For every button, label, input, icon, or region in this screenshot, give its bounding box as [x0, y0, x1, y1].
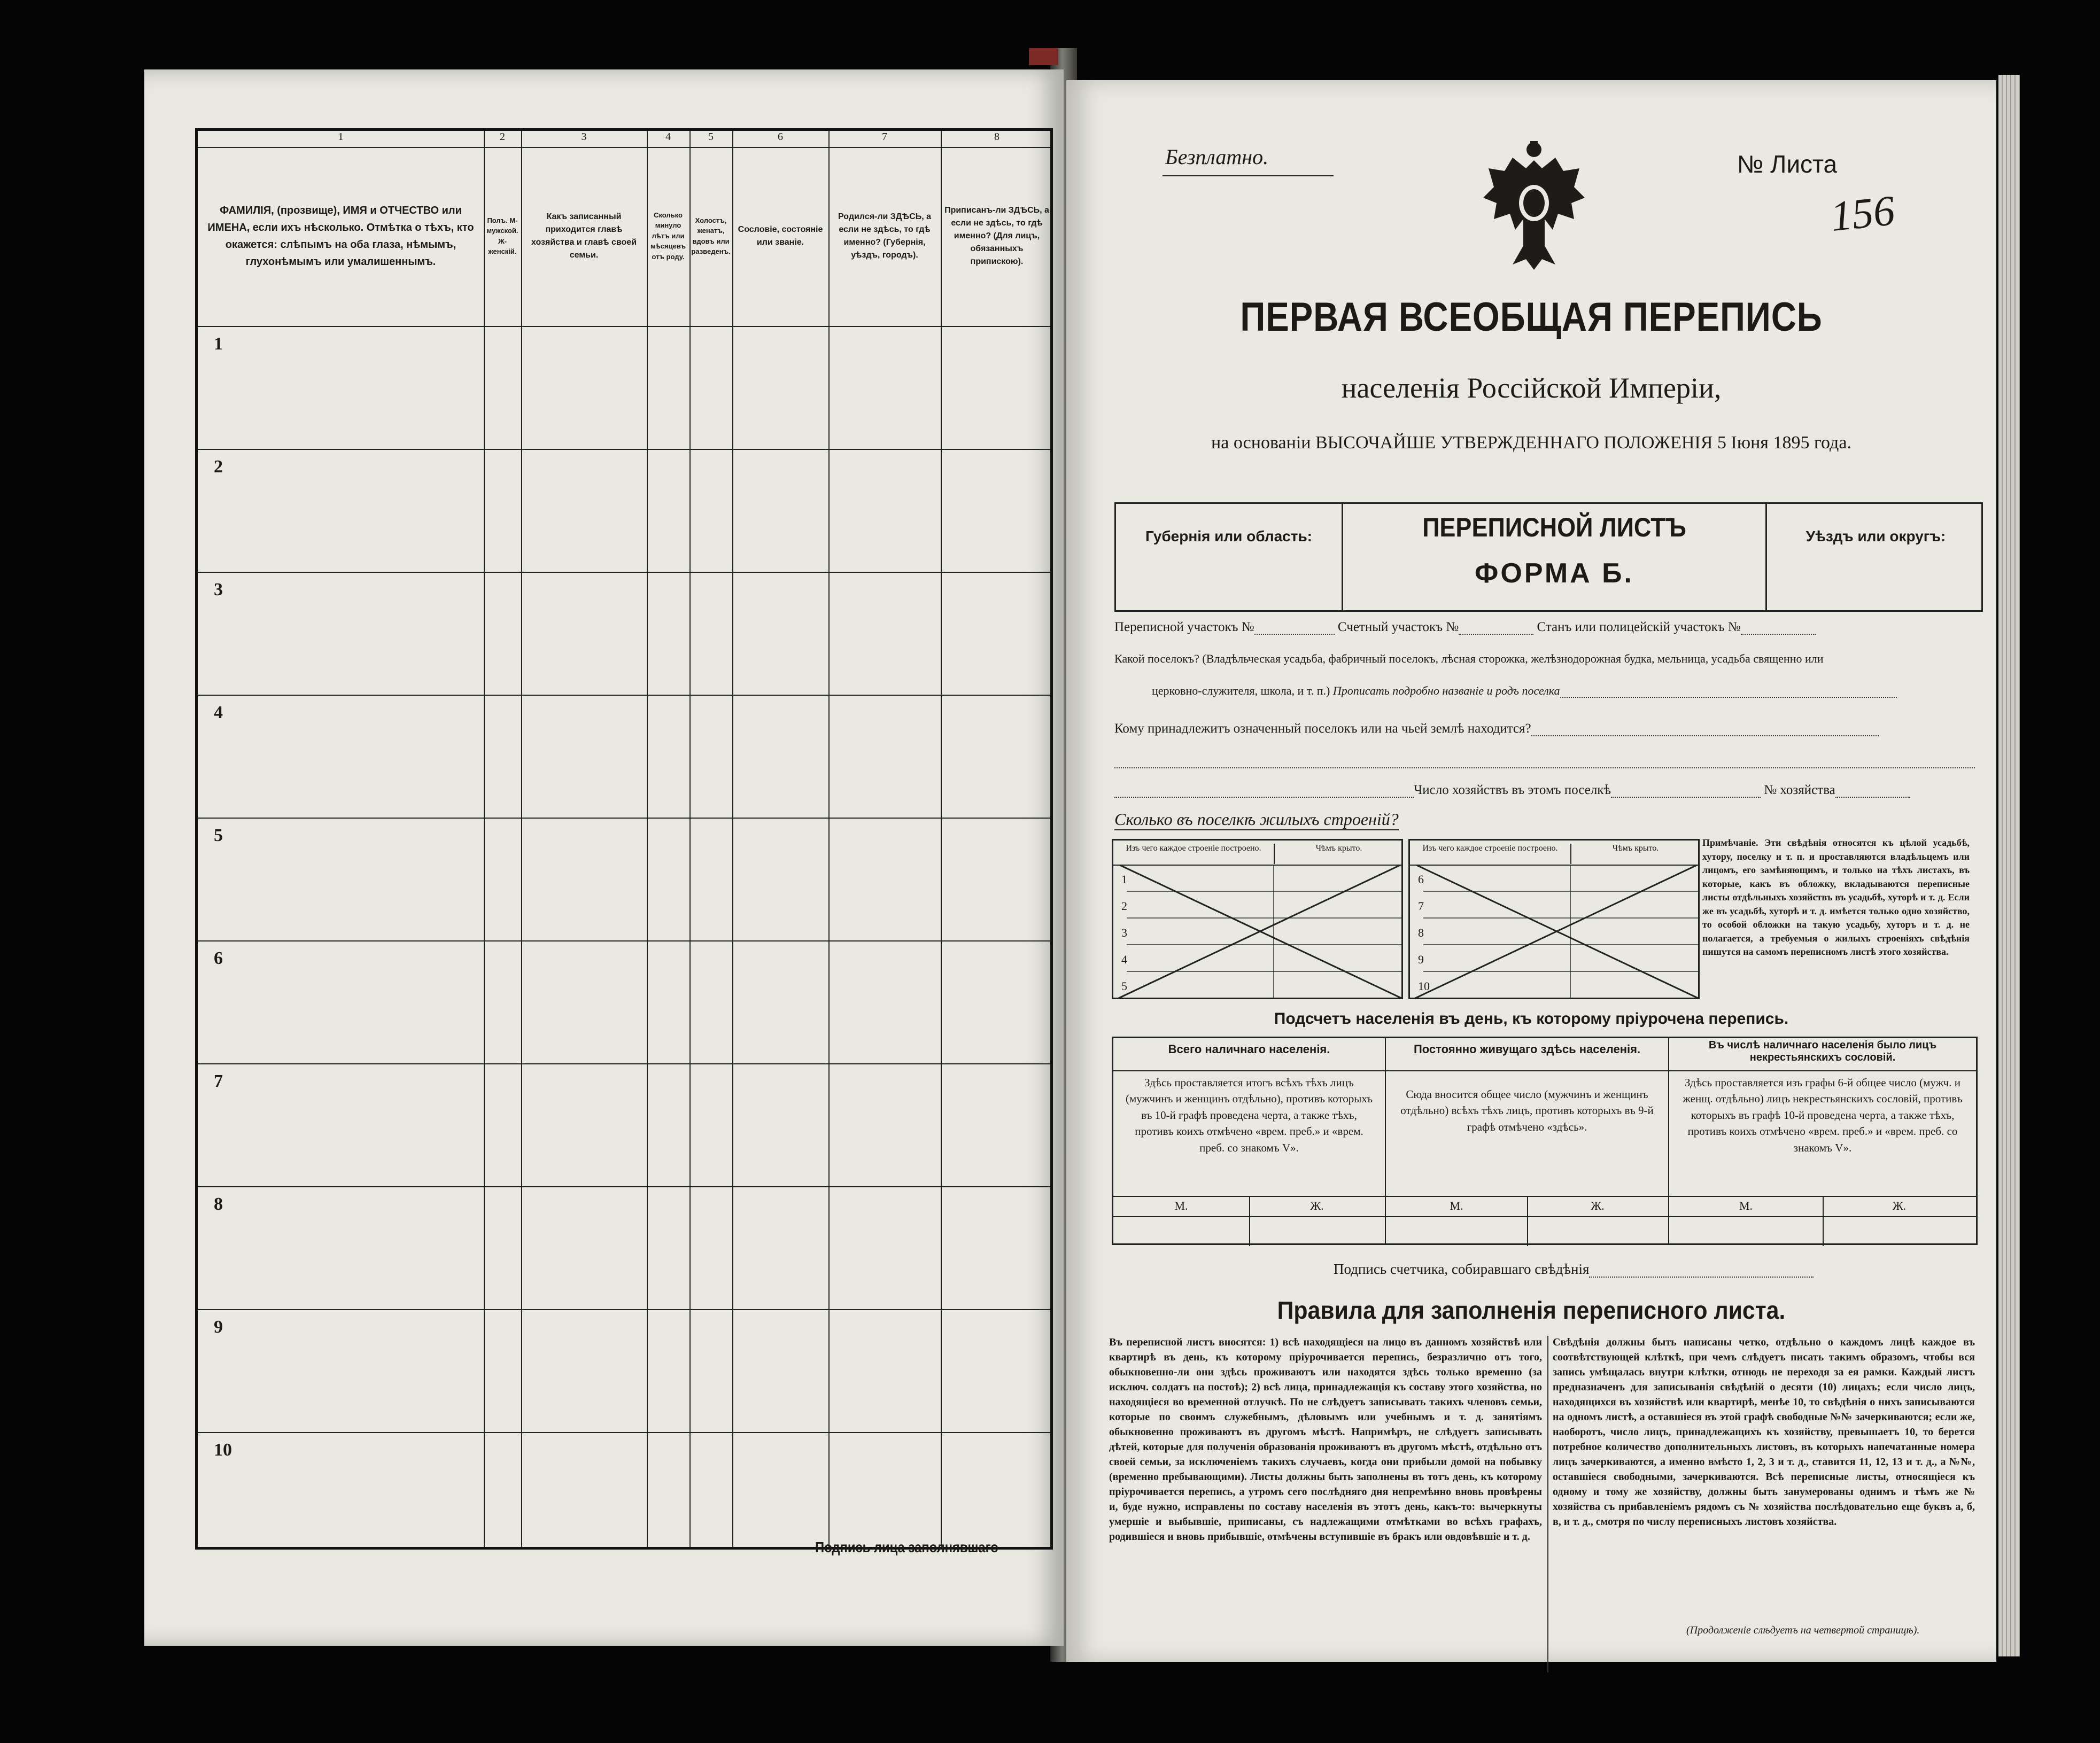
census-district-line[interactable] — [1114, 620, 1816, 635]
header-estate: Сословіе, состояніе или званіе. — [738, 224, 823, 247]
header-name: ФАМИЛІЯ, (прозвище), ИМЯ и ОТЧЕСТВО или ИМЕНА, если ихъ нѣсколько. Отмѣтка о тѣхъ, кто окажется: слѣпымъ на оба глаза, нѣмымъ, глухонѣмымъ или умалишеннымъ. — [207, 204, 474, 268]
male-label: М. — [1174, 1199, 1188, 1212]
form-letter: ФОРМА Б. — [1475, 558, 1634, 589]
row-number: 2 — [214, 457, 223, 477]
count-col-body: Здѣсь проставляется итогъ всѣхъ тѣхъ лицъ (мужчинъ и женщинъ отдѣльно), противъ которыхъ въ 10-й графѣ проведена черта, а также тѣхъ, противъ коихъ отмѣчено «врем. преб.» и «врем. преб. со знакомъ V». — [1126, 1076, 1373, 1154]
count-district-label: Счетный участокъ № — [1337, 620, 1459, 634]
rule — [198, 1063, 1050, 1064]
page-stack-edge — [1998, 75, 2020, 1656]
census-grid — [195, 128, 1053, 1550]
rules-title: Правила для заполненія переписного листа. — [1277, 1296, 1786, 1324]
census-basis: на основаніи ВЫСОЧАЙШЕ УТВЕРЖДЕННАГО ПОЛОЖЕНІЯ 5 Іюня 1895 года. — [1211, 433, 1851, 453]
buildings-crossout — [1410, 865, 1698, 998]
male-label: М. — [1450, 1199, 1463, 1212]
rule — [198, 326, 1050, 327]
stan-label: Станъ или полицейскій участокъ № — [1537, 620, 1741, 634]
settlement-type-line: Какой поселокъ? (Владѣльческая усадьба, фабричный поселокъ, лѣсная сторожка, желѣзнодорожная будка, мельница, усадьба священно или — [1114, 652, 1824, 665]
row-number: 10 — [214, 1440, 232, 1460]
material-header: Изъ чего каждое строеніе построено. — [1126, 844, 1261, 853]
settlement-examples: церковно-служителя, школа, и т. п.) — [1152, 684, 1330, 697]
household-number-label: № хозяйства — [1764, 783, 1835, 797]
row-number: 3 — [214, 580, 223, 600]
count-col-header: Постоянно живущаго здѣсь населенія. — [1386, 1038, 1668, 1071]
male-label: М. — [1739, 1199, 1753, 1212]
building-row-number: 6 — [1418, 873, 1424, 886]
rule — [198, 1186, 1050, 1187]
rule — [647, 131, 648, 1547]
count-col-header: Въ числѣ наличнаго населенія было лицъ некрестьянскихъ сословій. — [1669, 1038, 1976, 1071]
column-number: 5 — [708, 131, 714, 143]
female-label: Ж. — [1591, 1199, 1605, 1212]
rule — [484, 131, 485, 1547]
rule — [198, 147, 1050, 148]
owner-label: Кому принадлежитъ означенный поселокъ или на чьей землѣ находится? — [1114, 721, 1531, 736]
column-number: 2 — [500, 131, 505, 143]
rule — [198, 818, 1050, 819]
spine-ribbon — [1029, 48, 1058, 65]
header-age: Сколько минуло лѣтъ или мѣсяцевъ отъ роду. — [650, 211, 686, 261]
rule — [732, 131, 733, 1547]
sheet-number-handwritten: 156 — [1828, 186, 1897, 241]
buildings-table-left — [1112, 839, 1403, 999]
census-district-label: Переписной участокъ № — [1114, 620, 1254, 634]
building-row-number: 3 — [1121, 926, 1127, 939]
uezd-field[interactable] — [1765, 504, 1985, 610]
enumerator-signature-label: Подпись счетчика, собиравшаго свѣдѣнія — [1334, 1261, 1590, 1277]
rule — [1163, 175, 1334, 176]
settlement-name-line[interactable] — [1152, 684, 1897, 698]
rule — [521, 131, 522, 1547]
buildings-table-right — [1408, 839, 1700, 999]
building-row-number: 8 — [1418, 926, 1424, 939]
buildings-question: Сколько въ поселкѣ жилыхъ строеній? — [1114, 810, 1399, 830]
right-page — [1066, 80, 1996, 1662]
buildings-crossout — [1113, 865, 1401, 998]
population-count-table — [1112, 1037, 1978, 1245]
female-label: Ж. — [1892, 1199, 1907, 1212]
header-marital: Холостъ, женатъ, вдовъ или разведенъ. — [691, 216, 731, 255]
count-col-body: Сюда вносится общее число (мужчинъ и женщинъ отдѣльно) всѣхъ тѣхъ лицъ, противъ которыхъ въ 9-й графѣ отмѣчено «здѣсь». — [1400, 1088, 1654, 1133]
column-number: 8 — [994, 131, 999, 143]
buildings-note: Примѣчаніе. Эти свѣдѣнія относятся къ цѣлой усадьбѣ, хутору, поселку и т. п. и проставляются владѣльцемъ или лицомъ, его замѣняющимъ, и только на тѣхъ листахъ, въ которые, какъ въ обложку, вкладываются переписные листы отдѣльныхъ хозяйствъ въ усадьбѣ, хуторѣ и т. д. Если же въ усадьбѣ, хуторѣ и т. д. имѣется только одно хозяйство, то особой обложки на такую усадьбу, хуторъ и т. д. не полагается, а требуемыя о жилыхъ строеніяхъ свѣдѣнія пишутся на самомъ переписномъ листѣ этого хозяйства. — [1702, 837, 1970, 958]
census-title: ПЕРВАЯ ВСЕОБЩАЯ ПЕРЕПИСЬ — [1240, 294, 1823, 340]
rule — [689, 131, 691, 1547]
left-page — [144, 69, 1064, 1646]
rules-divider — [1547, 1336, 1548, 1672]
signer-label: Подпись лица заполнявшаго — [815, 1539, 998, 1555]
column-number: 7 — [882, 131, 887, 143]
roof-header: Чѣмъ крыто. — [1274, 844, 1403, 864]
form-title: ПЕРЕПИСНОЙ ЛИСТЪ — [1422, 512, 1686, 542]
gubernia-label: Губернія или область: — [1145, 528, 1313, 544]
rule — [198, 1432, 1050, 1433]
enumerator-signature-line[interactable] — [1334, 1261, 1814, 1278]
free-label: Безплатно. — [1165, 145, 1269, 169]
header-sex: Полъ. М-мужской. Ж-женскій. — [486, 216, 518, 255]
blank-line[interactable] — [1114, 753, 1975, 768]
header-relation: Какъ записанный приходится главѣ хозяйства и главѣ своей семьи. — [531, 212, 637, 260]
form-header-box — [1114, 502, 1983, 612]
row-number: 4 — [214, 703, 223, 722]
rule — [198, 695, 1050, 696]
row-number: 8 — [214, 1194, 223, 1214]
census-subtitle: населенія Россійской Имперіи, — [1341, 372, 1722, 404]
row-number: 5 — [214, 826, 223, 845]
header-registration: Приписанъ-ли ЗДѢСЬ, а если не здѣсь, то гдѣ именно? (Для лицъ, обязанныхъ припискою). — [944, 205, 1049, 266]
header-birthplace: Родился-ли ЗДѢСЬ, а если не здѣсь, то гдѣ именно? (Губернія, уѣздъ, городъ). — [838, 212, 931, 260]
roof-header: Чѣмъ крыто. — [1570, 844, 1700, 864]
gubernia-field[interactable] — [1116, 504, 1343, 610]
building-row-number: 5 — [1121, 979, 1127, 993]
rule — [198, 1309, 1050, 1310]
rule — [198, 940, 1050, 941]
rules-text-right: Свѣдѣнія должны быть написаны четко, отдѣльно о каждомъ лицѣ каждое въ соотвѣтствующей клѣткѣ, при чемъ слѣдуетъ писать такимъ образомъ, чтобы вся запись умѣщалась внутри клѣтки, отнюдь не переходя за ея рамки. Каждый листъ предназначенъ для записыванія свѣдѣній о десяти (10) лицахъ; если число лицъ, находящихся въ хозяйствѣ или квартирѣ, менѣе 10, то свѣдѣнія о нихъ записываются на одномъ листѣ, а оставшіеся въ этой графѣ свободные №№ зачеркиваются; если же, наоборотъ, число лицъ, принадлежащихъ къ хозяйству, превышаетъ 10, то берется потребное количество дополнительныхъ листовъ, въ которыхъ напечатанные номера лицъ зачеркиваются, а именно вмѣсто 1, 2, 3 и т. д., ставится 11, 12, 13 и т. д., а №№, оставшіеся свободными, зачеркиваются. Всѣ переписные листы, относящіеся къ одному и тому же хозяйству, должны быть занумерованы однимъ и тѣмъ же № хозяйства съ прибавленіемъ рядомъ съ № хозяйства послѣдовательно еще буквъ а, б, в, и т. д., смотря по числу переписныхъ листовъ хозяйства. — [1553, 1336, 1975, 1528]
count-col-resident — [1386, 1038, 1669, 1243]
column-number: 6 — [778, 131, 783, 143]
rule — [828, 131, 830, 1547]
count-col-header: Всего наличнаго населенія. — [1113, 1038, 1385, 1071]
building-row-number: 2 — [1121, 899, 1127, 913]
count-col-present — [1113, 1038, 1386, 1243]
rule — [198, 572, 1050, 573]
rule — [941, 131, 942, 1547]
building-row-number: 1 — [1121, 873, 1127, 886]
population-count-title: Подсчетъ населенія въ день, къ которому пріурочена перепись. — [1274, 1010, 1789, 1028]
column-number: 4 — [665, 131, 671, 143]
rules-text-left: Въ переписной листъ вносятся: 1) всѣ находящіеся на лицо въ данномъ хозяйствѣ или квартирѣ въ день, къ которому пріурочивается перепись, безразлично отъ того, обыкновенно-ли они здѣсь проживаютъ или находятся здѣсь только временно (за исключ. солдатъ на постоѣ); 2) всѣ лица, принадлежащія къ составу этого хозяйства, но находящіеся во временной отлучкѣ. По не слѣдуетъ записывать такихъ членовъ семьи, которые по своимъ служебнымъ, дѣловымъ или учебнымъ и т. д. занятіямъ обыкновенно проживаютъ въ другомъ мѣстѣ. Напримѣръ, не слѣдуетъ записывать дѣтей, которые для полученія образованія проживаютъ въ другомъ мѣстѣ, отдѣльно отъ своей семьи, за исключеніемъ такихъ случаевъ, когда они прибыли домой на побывку (временно пребывающими). Листы должны быть заполнены въ тотъ день, къ которому пріурочивается перепись, а утромъ сего послѣдняго дня непремѣнно вновь провѣрены и, буде нужно, исправлены по составу населенія въ этотъ день, какъ-то: вычеркнуты умершіе и выбывшіе, приписаны, съ надлежащими отмѣтками во всѣхъ графахъ, родившіеся и вновь прибывшіе, отмѣчены вступившіе въ бракъ или овдовѣвшіе и т. д. — [1109, 1336, 1542, 1543]
count-col-nonpeasant — [1669, 1038, 1976, 1243]
sheet-number-label: № Листа — [1737, 150, 1838, 178]
building-row-number: 9 — [1418, 953, 1424, 966]
households-line[interactable] — [1114, 783, 1910, 798]
material-header: Изъ чего каждое строеніе построено. — [1422, 844, 1558, 853]
imperial-double-headed-eagle-icon — [1473, 139, 1595, 278]
row-number: 9 — [214, 1317, 223, 1337]
female-label: Ж. — [1310, 1199, 1324, 1212]
row-number: 1 — [214, 334, 223, 354]
row-number: 6 — [214, 948, 223, 968]
rule — [198, 449, 1050, 450]
form-title-block — [1343, 504, 1765, 610]
building-row-number: 4 — [1121, 953, 1127, 966]
owner-line[interactable] — [1114, 721, 1879, 736]
households-label: Число хозяйствъ въ этомъ поселкѣ — [1414, 783, 1611, 797]
row-number: 7 — [214, 1071, 223, 1091]
count-col-body: Здѣсь проставляется изъ графы 6-й общее число (мужч. и женщ. отдѣльно) лицъ некрестьянскихъ сословій, противъ которыхъ въ графѣ 10-й проведена черта, а также тѣхъ, противъ коихъ отмѣчено «врем. преб.» и «врем. преб. со знакомъ V». — [1683, 1076, 1963, 1154]
continued-note: (Продолженіе слѣдуетъ на четвертой страницѣ). — [1686, 1624, 1920, 1636]
building-row-number: 10 — [1418, 979, 1430, 993]
uezd-label: Уѣздъ или округъ: — [1805, 528, 1946, 544]
column-number: 3 — [581, 131, 587, 143]
column-number: 1 — [338, 131, 344, 143]
building-row-number: 7 — [1418, 899, 1424, 913]
buildings-table — [1112, 839, 1700, 999]
settlement-instruction: Прописать подробно названіе и родъ поселка — [1332, 684, 1560, 697]
